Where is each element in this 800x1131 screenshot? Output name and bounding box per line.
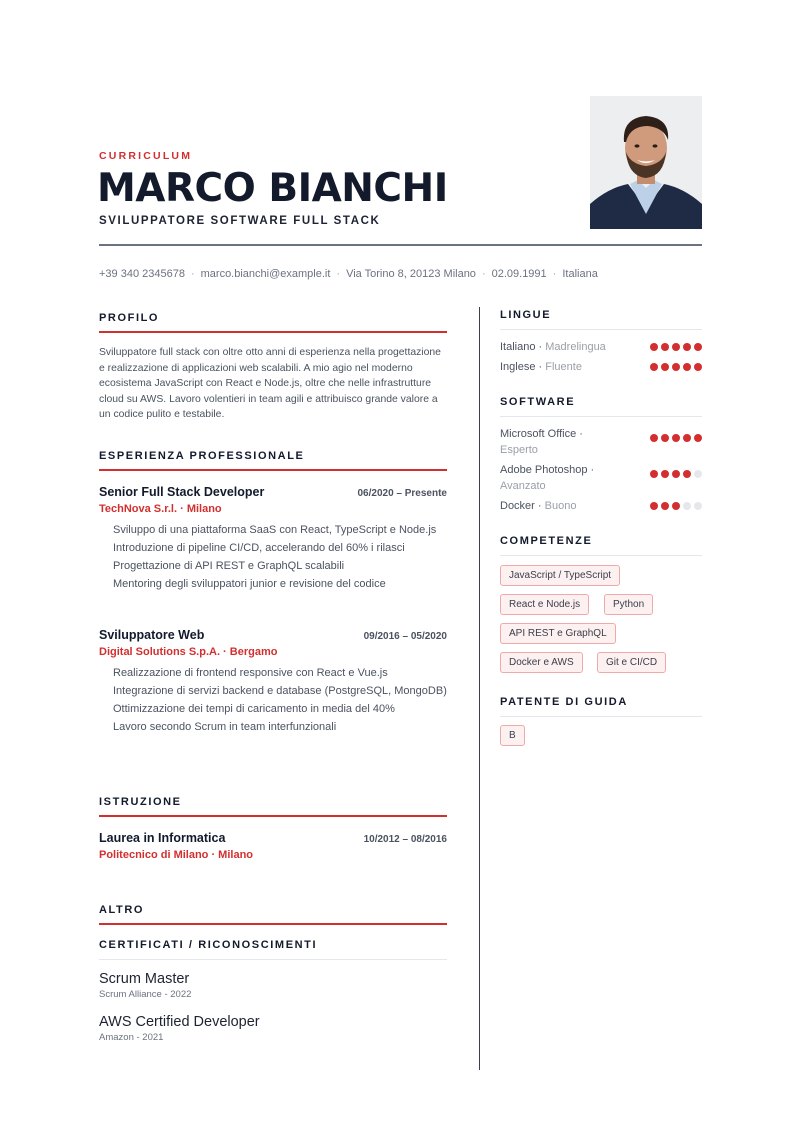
rating-dot-filled (694, 434, 702, 442)
rating-dot-filled (672, 434, 680, 442)
certificate-item (99, 971, 191, 1000)
list-item: Introduzione di pipeline CI/CD, accelerando del 60% i rilasci (113, 542, 405, 554)
column-divider (479, 307, 480, 1070)
subsection-rule (99, 959, 447, 960)
list-item: Sviluppo di una piattaforma SaaS con React, TypeScript e Node.js (113, 524, 437, 536)
language-name: Inglese (500, 361, 536, 373)
subsection-title: CERTIFICATI / RICONOSCIMENTI (99, 939, 318, 951)
rating-dot-filled (650, 343, 658, 351)
software-name: Microsoft Office (500, 428, 577, 440)
list-item: Progettazione di API REST e GraphQL scalabili (113, 560, 345, 572)
job-entry (99, 485, 447, 595)
candidate-role: SVILUPPATORE SOFTWARE FULL STACK (99, 215, 381, 227)
job-bullets (99, 666, 447, 735)
section-title: PROFILO (99, 312, 160, 324)
language-level: Fluente (545, 361, 582, 373)
certificate-name: Scrum Master (99, 971, 190, 987)
languages-section (500, 309, 702, 330)
contact-nationality: Italiana (562, 268, 598, 280)
software-row: Microsoft Office · Esperto (500, 426, 702, 458)
rating-dot-filled (661, 363, 669, 371)
software-section (500, 396, 702, 417)
rating-dot-filled (661, 343, 669, 351)
rating-dot-filled (672, 502, 680, 510)
skill-tag: API REST e GraphQL (500, 623, 616, 644)
job-organization: TechNova S.r.l. · Milano (99, 503, 222, 515)
language-level: Madrelingua (545, 341, 606, 353)
section-title: ESPERIENZA PROFESSIONALE (99, 450, 305, 462)
profile-section (99, 312, 447, 423)
section-title: SOFTWARE (500, 396, 576, 408)
software-row: Docker · Buono (500, 498, 702, 514)
language-name: Italiano (500, 341, 536, 353)
contact-address: Via Torino 8, 20123 Milano (346, 268, 476, 280)
section-title: ALTRO (99, 904, 145, 916)
candidate-name: MARCO BIANCHI (97, 166, 448, 211)
profile-text: Sviluppatore full stack con oltre otto anni di esperienza nella progettazione e realizzazione di applicazioni web scalabili. A mio agio nel moderno ecosistema JavaScript con React e Node.js, oltre che nelle infrastrutture cloud su AWS. Lavoro volentieri in team agili e attribuisco grande valore a un codice pulito e testabile. (99, 347, 441, 420)
rating-dot-filled (683, 363, 691, 371)
degree-title: Laurea in Informatica (99, 831, 226, 845)
experience-section (99, 450, 447, 471)
rating-dot-filled (683, 434, 691, 442)
rating-dot-empty (694, 502, 702, 510)
job-title: Sviluppatore Web (99, 628, 205, 642)
language-row: Inglese · Fluente (500, 359, 702, 375)
rating-dot-filled (672, 343, 680, 351)
rating-dot-filled (694, 363, 702, 371)
section-rule (500, 716, 702, 717)
other-section (99, 904, 447, 925)
software-level: Esperto (500, 444, 538, 456)
rating-dot-filled (672, 363, 680, 371)
list-item: Integrazione di servizi backend e database (PostgreSQL, MongoDB) (113, 685, 447, 697)
rating-dots (650, 363, 702, 371)
skill-tag: Git e CI/CD (597, 652, 666, 673)
job-date: 09/2016 – 05/2020 (363, 631, 447, 642)
skill-tag: JavaScript / TypeScript (500, 565, 620, 586)
rating-dots (650, 470, 702, 478)
education-section (99, 796, 447, 817)
software-row: Adobe Photoshop · Avanzato (500, 462, 702, 494)
rating-dot-filled (650, 470, 658, 478)
section-rule (99, 923, 447, 925)
degree-institution: Politecnico di Milano · Milano (99, 849, 254, 861)
software-level: Avanzato (500, 480, 546, 492)
job-entry (99, 628, 447, 738)
rating-dot-empty (683, 502, 691, 510)
degree-date: 10/2012 – 08/2016 (363, 834, 447, 845)
language-row: Italiano · Madrelingua (500, 339, 702, 355)
header-divider (99, 244, 702, 246)
job-date: 06/2020 – Presente (357, 488, 447, 499)
rating-dot-filled (661, 470, 669, 478)
job-title: Senior Full Stack Developer (99, 485, 265, 499)
skill-tag: Docker e AWS (500, 652, 583, 673)
license-section (500, 696, 702, 717)
software-name: Adobe Photoshop (500, 464, 588, 476)
list-item: Ottimizzazione dei tempi di caricamento in media del 40% (113, 703, 395, 715)
rating-dot-filled (672, 470, 680, 478)
rating-dot-filled (694, 343, 702, 351)
section-rule (99, 469, 447, 471)
rating-dots (650, 343, 702, 351)
document-eyebrow: CURRICULUM (99, 150, 193, 162)
software-name: Docker (500, 500, 535, 512)
section-title: ISTRUZIONE (99, 796, 182, 808)
job-bullets (99, 523, 447, 592)
list-item: Lavoro secondo Scrum in team interfunzionali (113, 721, 337, 733)
rating-dot-filled (683, 470, 691, 478)
rating-dot-filled (661, 502, 669, 510)
skill-tag: React e Node.js (500, 594, 589, 615)
section-rule (99, 331, 447, 333)
rating-dot-filled (650, 502, 658, 510)
rating-dot-filled (661, 434, 669, 442)
skills-section (500, 535, 702, 556)
list-item: Realizzazione di frontend responsive con React e Vue.js (113, 667, 388, 679)
contact-email[interactable]: marco.bianchi@example.it (200, 268, 331, 280)
skill-tag: Python (604, 594, 653, 615)
certificate-issuer: Scrum Alliance - 2022 (99, 989, 192, 1000)
section-title: LINGUE (500, 309, 552, 321)
list-item: Mentoring degli sviluppatori junior e revisione del codice (113, 578, 386, 590)
rating-dots (650, 502, 702, 510)
contact-line: +39 340 2345678 · marco.bianchi@example.it · Via Torino 8, 20123 Milano · 02.09.1991 · Italiana (99, 268, 598, 280)
software-level: Buono (544, 500, 577, 512)
section-rule (500, 416, 702, 417)
job-organization: Digital Solutions S.p.A. · Bergamo (99, 646, 278, 658)
section-rule (500, 329, 702, 330)
contact-birthdate: 02.09.1991 (491, 268, 547, 280)
rating-dot-filled (650, 363, 658, 371)
certificate-item (99, 1014, 260, 1043)
certificate-name: AWS Certified Developer (99, 1014, 260, 1030)
rating-dot-filled (683, 343, 691, 351)
contact-phone[interactable]: +39 340 2345678 (99, 268, 185, 280)
portrait-image (590, 96, 702, 229)
education-entry (99, 831, 447, 861)
license-tag: B (500, 725, 525, 746)
profile-photo (590, 96, 702, 229)
section-title: PATENTE DI GUIDA (500, 696, 628, 708)
rating-dot-empty (694, 470, 702, 478)
certificates-subsection (99, 939, 447, 960)
rating-dot-filled (650, 434, 658, 442)
section-title: COMPETENZE (500, 535, 593, 547)
section-rule (99, 815, 447, 817)
certificate-issuer: Amazon - 2021 (99, 1032, 164, 1043)
rating-dots (650, 434, 702, 442)
section-rule (500, 555, 702, 556)
